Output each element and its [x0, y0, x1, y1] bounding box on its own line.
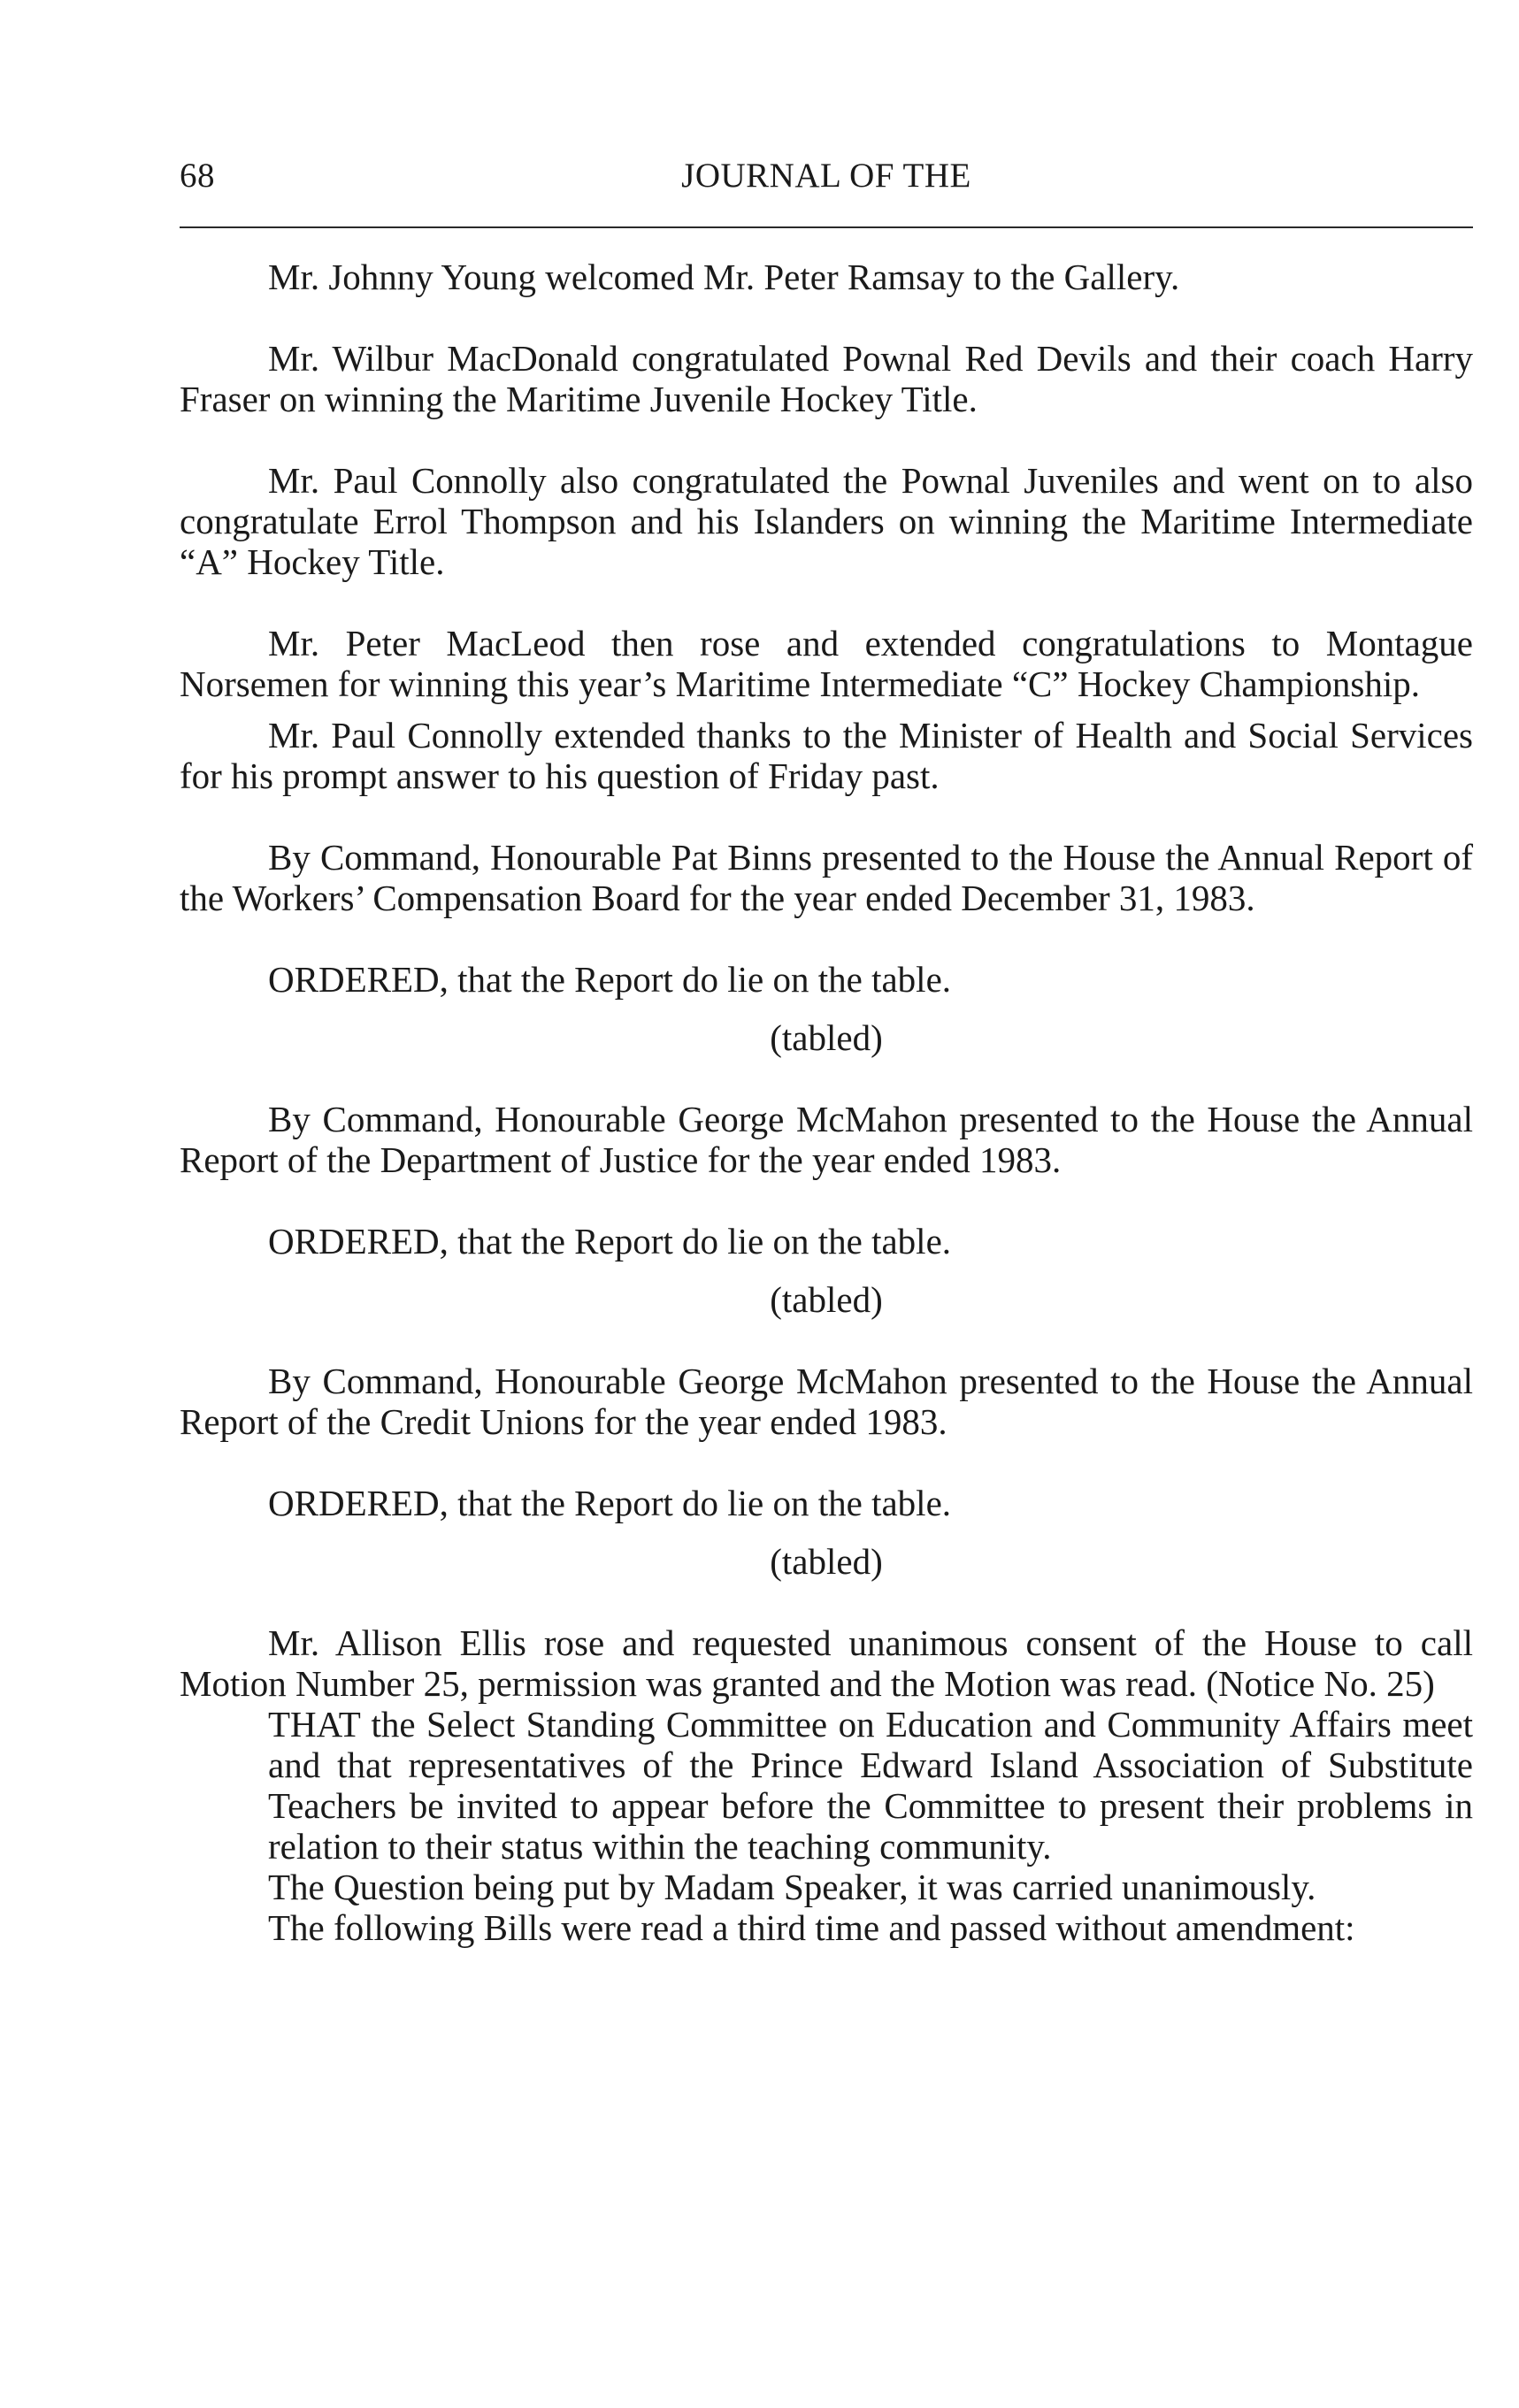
page-number: 68 [180, 157, 215, 195]
motion-text: THAT the Select Standing Committee on Education and Community Affairs meet and that representatives of the Prince Edward Island Association of Substitute Teachers be invited to appear before the Committee to present their problems in relation to their status within the teaching community. [268, 1704, 1473, 1867]
paragraph-ordered: ORDERED, that the Report do lie on the table. [268, 1221, 952, 1262]
running-head: JOURNAL OF THE [681, 157, 971, 195]
paragraph-ordered: ORDERED, that the Report do lie on the table. [268, 959, 952, 1000]
paragraph-motion-25: Mr. Allison Ellis rose and requested unanimous consent of the House to call Motion Number 25, permission was granted and the Motion was read. (Notice No. 25) [180, 1622, 1473, 1704]
page-header [180, 156, 1473, 205]
paragraph-thanks-minister: Mr. Paul Connolly extended thanks to the Minister of Health and Social Services for his prompt answer to his question of Friday past. [180, 715, 1473, 796]
paragraph-pownal-juveniles: Mr. Paul Connolly also congratulated the Pownal Juveniles and went on to also congratulate Errol Thompson and his Islanders on winning the Maritime Intermediate “A” Hockey Title. [180, 460, 1473, 582]
paragraph-credit-unions-report: By Command, Honourable George McMahon presented to the House the Annual Report of the Credit Unions for the year ended 1983. [180, 1361, 1473, 1442]
paragraph-ordered: ORDERED, that the Report do lie on the table. [268, 1483, 952, 1523]
paragraph-justice-report: By Command, Honourable George McMahon presented to the House the Annual Report of the Department of Justice for the year ended 1983. [180, 1099, 1473, 1180]
paragraph-pownal-red-devils: Mr. Wilbur MacDonald congratulated Pownal Red Devils and their coach Harry Fraser on winning the Maritime Juvenile Hockey Title. [180, 338, 1473, 419]
journal-body [180, 257, 1473, 1948]
paragraph-question-carried: The Question being put by Madam Speaker, it was carried unanimously. [268, 1867, 1316, 1907]
tabled-note: (tabled) [770, 1279, 883, 1320]
tabled-note: (tabled) [770, 1541, 883, 1582]
paragraph-gallery-welcome: Mr. Johnny Young welcomed Mr. Peter Ramsay to the Gallery. [268, 257, 1180, 297]
paragraph-workers-compensation-report: By Command, Honourable Pat Binns presented to the House the Annual Report of the Workers’ Compensation Board for the year ended December 31, 1983. [180, 837, 1473, 918]
header-rule [180, 226, 1473, 228]
tabled-note: (tabled) [770, 1017, 883, 1058]
paragraph-montague-norsemen: Mr. Peter MacLeod then rose and extended congratulations to Montague Norsemen for winning this year’s Maritime Intermediate “C” Hockey Championship. [180, 623, 1473, 704]
paragraph-bills-third-reading: The following Bills were read a third time and passed without amendment: [268, 1907, 1355, 1948]
